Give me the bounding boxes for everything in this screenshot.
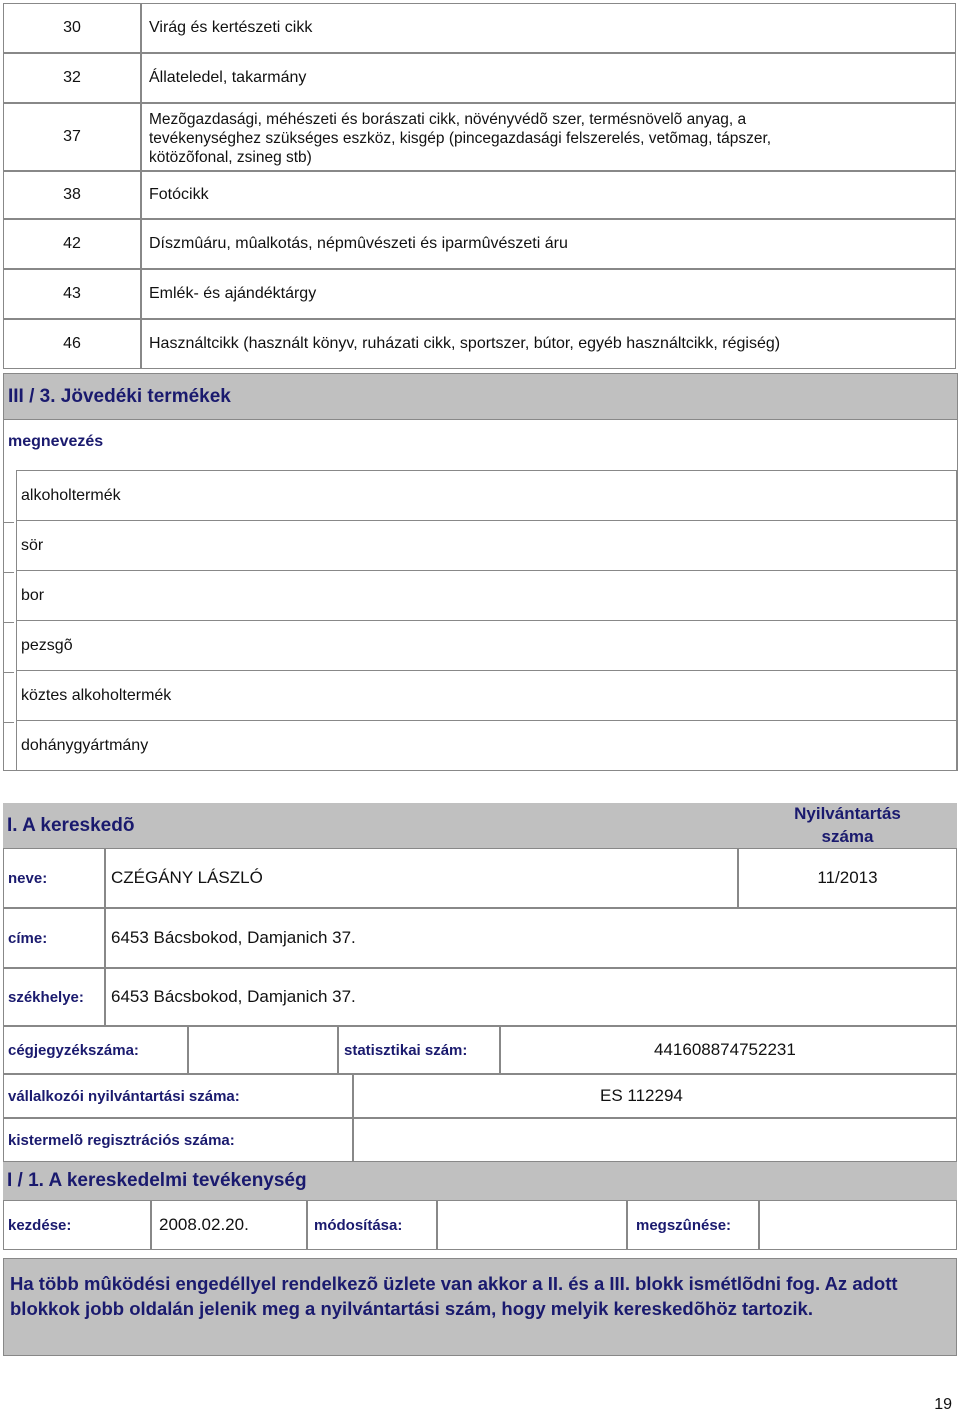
farmer-reg-field [353,1118,957,1162]
note-text: Ha több mûködési engedéllyel rendelkezõ üzlete van akkor a II. és a III. blokk ismétlõdni fog. Az adott blokkok jobb oldalán jelenik meg a nyilvántartási szám, hogy melyik kereskedõhöz tartozik. [10,1273,898,1319]
reg-number-field [738,848,957,908]
goods-code-cell [3,103,141,171]
goods-code: 30 [63,19,81,36]
goods-code: 43 [63,285,81,302]
excise-item: pezsgõ [16,620,957,671]
activity-title: I / 1. A kereskedelmi tevékenység [7,1170,307,1191]
excise-item: sör [16,520,957,571]
address-label: címe: [3,908,105,968]
goods-text-cell [141,103,956,171]
goods-text-cell [141,53,956,103]
goods-text-cell [141,269,956,319]
row-tick [4,722,14,723]
start-date-value: 2008.02.20. [159,1215,249,1234]
entrepreneur-value: ES 112294 [600,1086,683,1105]
trader-title-bar [3,803,738,848]
company-reg-field [188,1026,338,1074]
goods-text-cell [141,219,956,269]
excise-item: bor [16,570,957,621]
end-date-label: megszûnése: [627,1200,759,1250]
end-date-field [759,1200,957,1250]
reg-number-header: Nyilvántartás száma [738,803,957,848]
row-tick [4,522,14,523]
goods-code: 42 [63,235,81,252]
note-box [3,1258,957,1356]
excise-item: köztes alkoholtermék [16,670,957,721]
trader-name-field [105,848,738,908]
goods-text: Mezõgazdasági, méhészeti és borászati cikk, növényvédõ szer, termésnövelõ anyag, a tevékenységhez szükséges eszköz, kisgép (pincegazdasági felszerelés, vetõmag, tápszer, kötözõfonal, zsineg stb) [149,111,772,166]
excise-section [3,373,958,771]
address-value: 6453 Bácsbokod, Damjanich 37. [111,928,356,947]
seat-value: 6453 Bácsbokod, Damjanich 37. [111,987,356,1006]
excise-title: III / 3. Jövedéki termékek [8,385,231,407]
excise-title-bar [4,374,957,420]
goods-code: 37 [63,128,81,145]
modify-date-field [437,1200,627,1250]
excise-item: alkoholtermék [16,470,957,521]
stat-number-field [500,1026,957,1074]
start-date-label: kezdése: [3,1200,151,1250]
goods-code: 32 [63,69,81,86]
seat-field [105,968,957,1026]
goods-text-cell [141,319,956,369]
goods-code-cell [3,319,141,369]
goods-code-cell [3,269,141,319]
goods-code: 38 [63,186,81,203]
goods-code-cell [3,53,141,103]
goods-code-cell [3,3,141,53]
excise-item: dohánygyártmány [16,720,957,771]
trader-name-label: neve: [3,848,105,908]
goods-text-cell [141,171,956,219]
goods-text-cell [141,3,956,53]
row-tick [4,622,14,623]
stat-number-value: 441608874752231 [654,1040,796,1059]
reg-number-value: 11/2013 [817,868,878,887]
goods-text: Virág és kertészeti cikk [149,19,313,36]
goods-text: Fotócikk [149,186,209,203]
address-field [105,908,957,968]
seat-label: székhelye: [3,968,105,1026]
page-number: 19 [934,1396,952,1413]
goods-text: Díszmûáru, mûalkotás, népmûvészeti és iparmûvészeti áru [149,235,568,252]
modify-date-label: módosítása: [307,1200,437,1250]
start-date-field [151,1200,307,1250]
goods-code-cell [3,171,141,219]
goods-code: 46 [63,335,81,352]
trader-name-value: CZÉGÁNY LÁSZLÓ [111,868,263,887]
trader-title: I. A kereskedõ [7,814,135,836]
farmer-reg-label: kistermelõ regisztrációs száma: [3,1118,353,1162]
entrepreneur-field [353,1074,957,1118]
row-tick [4,672,14,673]
goods-text: Használtcikk (használt könyv, ruházati cikk, sportszer, bútor, egyéb használtcikk, régiség) [149,335,781,352]
goods-text: Állateledel, takarmány [149,69,307,86]
stat-number-label: statisztikai szám: [338,1026,500,1074]
goods-code-cell [3,219,141,269]
row-tick [4,572,14,573]
activity-title-bar [3,1162,957,1200]
company-reg-label: cégjegyzékszáma: [3,1026,188,1074]
entrepreneur-label: vállalkozói nyilvántartási száma: [3,1074,353,1118]
excise-column-header: megnevezés [8,433,104,450]
goods-text: Emlék- és ajándéktárgy [149,285,317,302]
